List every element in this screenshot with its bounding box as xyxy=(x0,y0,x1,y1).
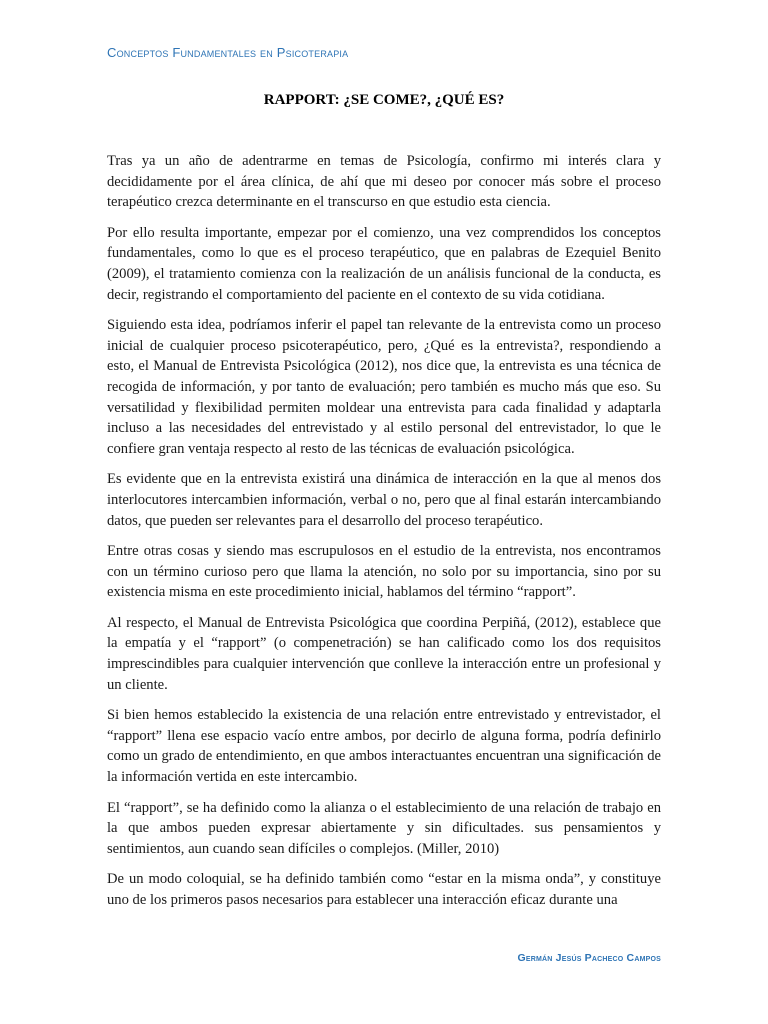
paragraph-5: Entre otras cosas y siendo mas escrupulosos en el estudio de la entrevista, nos encontramos con un término curioso pero que llama la atención, no solo por su importancia, sino por su existencia misma en este procedimiento inicial, hablamos del término “rapport”. xyxy=(107,543,661,601)
paragraph-2: Por ello resulta importante, empezar por el comienzo, una vez comprendidos los conceptos fundamentales, como lo que es el proceso terapéutico, que en palabras de Ezequiel Benito (2009), el tratamiento comienza con la realización de un análisis funcional de la conducta, es decir, registrando el comportamiento del paciente en el contexto de su vida cotidiana. xyxy=(107,224,661,303)
running-header: Conceptos Fundamentales en Psicoterapia xyxy=(107,45,349,60)
paragraph-1: Tras ya un año de adentrarme en temas de Psicología, confirmo mi interés clara y decididamente por el área clínica, de ahí que mi deseo por conocer más sobre el proceso terapéutico crezca determinante en el transcurso en que estudio esta ciencia. xyxy=(107,153,661,211)
running-footer-author: Germán Jesús Pacheco Campos xyxy=(517,952,661,964)
paragraph-6: Al respecto, el Manual de Entrevista Psicológica que coordina Perpiñá, (2012), establece que la empatía y el “rapport” (o compenetración) se han calificado como los dos requisitos imprescindibles para cualquier intervención que conlleve la interacción entre un profesional y un cliente. xyxy=(107,614,661,693)
document-body xyxy=(107,151,661,921)
paragraph-8: El “rapport”, se ha definido como la alianza o el establecimiento de una relación de trabajo en la que ambos pueden expresar abiertamente y sin dificultades. sus pensamientos y sentimientos, aun cuando sean difíciles o complejos. (Miller, 2010) xyxy=(107,799,661,857)
paragraph-7: Si bien hemos establecido la existencia de una relación entre entrevistado y entrevistador, el “rapport” llena ese espacio vacío entre ambos, por decirlo de alguna forma, podría definirlo como un grado de entendimiento, en que ambos interactuantes encuentran una significación de la información vertida en este intercambio. xyxy=(107,707,661,786)
document-title: RAPPORT: ¿SE COME?, ¿QUÉ ES? xyxy=(263,92,505,108)
paragraph-4: Es evidente que en la entrevista existirá una dinámica de interacción en la que al menos dos interlocutores intercambien información, verbal o no, pero que al final estarán intercambiando datos, que pueden ser relevantes para el desarrollo del proceso terapéutico. xyxy=(107,471,661,529)
paragraph-9: De un modo coloquial, se ha definido también como “estar en la misma onda”, y constituye uno de los primeros pasos necesarios para establecer una interacción eficaz durante una xyxy=(107,871,661,908)
paragraph-3: Siguiendo esta idea, podríamos inferir el papel tan relevante de la entrevista como un proceso inicial de cualquier proceso psicoterapéutico, pero, ¿Qué es la entrevista?, respondiendo a esto, el Manual de Entrevista Psicológica (2012), nos dice que, la entrevista es una técnica de recogida de información, y por tanto de evaluación; pero también es mucho más que eso. Su versatilidad y flexibilidad permiten moldear una entrevista para cada finalidad y adaptarla incluso a las necesidades del entrevistado y al estilo personal del entrevistador, lo que le confiere gran ventaja respecto al resto de las técnicas de evaluación psicológica. xyxy=(107,317,661,457)
